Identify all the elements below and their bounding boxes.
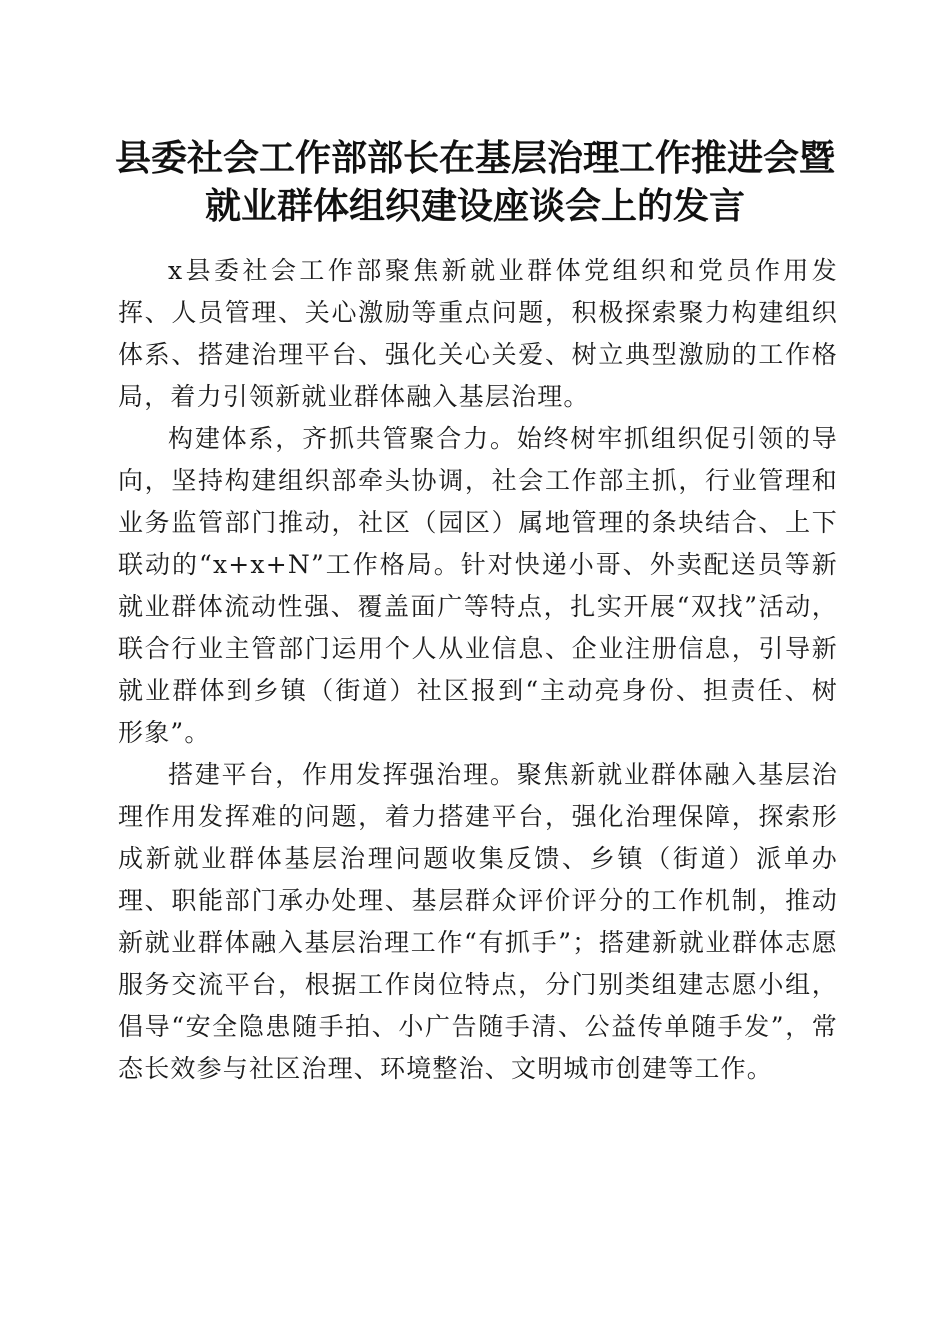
title-line-2: 就业群体组织建设座谈会上的发言 xyxy=(204,185,745,227)
paragraph-intro: x县委社会工作部聚焦新就业群体党组织和党员作用发挥、人员管理、关心激励等重点问题，积极探索聚力构建组织体系、搭建治理平台、强化关心关爱、树立典型激励的工作格局，着力引领新就业群体融入基层治理。 xyxy=(118,256,838,411)
document-body xyxy=(118,250,838,1090)
document-title xyxy=(100,134,850,230)
paragraph-build-platform: 搭建平台，作用发挥强治理。聚焦新就业群体融入基层治理作用发挥难的问题，着力搭建平台，强化治理保障，探索形成新就业群体基层治理问题收集反馈、乡镇（街道）派单办理、职能部门承办处理、基层群众评价评分的工作机制，推动新就业群体融入基层治理工作“有抓手”；搭建新就业群体志愿服务交流平台，根据工作岗位特点，分门别类组建志愿小组，倡导“安全隐患随手拍、小广告随手清、公益传单随手发”，常态长效参与社区治理、环境整治、文明城市创建等工作。 xyxy=(118,760,838,1083)
title-line-1: 县委社会工作部部长在基层治理工作推进会暨 xyxy=(114,137,835,179)
paragraph-build-system: 构建体系，齐抓共管聚合力。始终树牢抓组织促引领的导向，坚持构建组织部牵头协调，社会工作部主抓，行业管理和业务监管部门推动，社区（园区）属地管理的条块结合、上下联动的“x+x+N”工作格局。针对快递小哥、外卖配送员等新就业群体流动性强、覆盖面广等特点，扎实开展“双找”活动，联合行业主管部门运用个人从业信息、企业注册信息，引导新就业群体到乡镇（街道）社区报到“主动亮身份、担责任、树形象”。 xyxy=(118,424,838,747)
